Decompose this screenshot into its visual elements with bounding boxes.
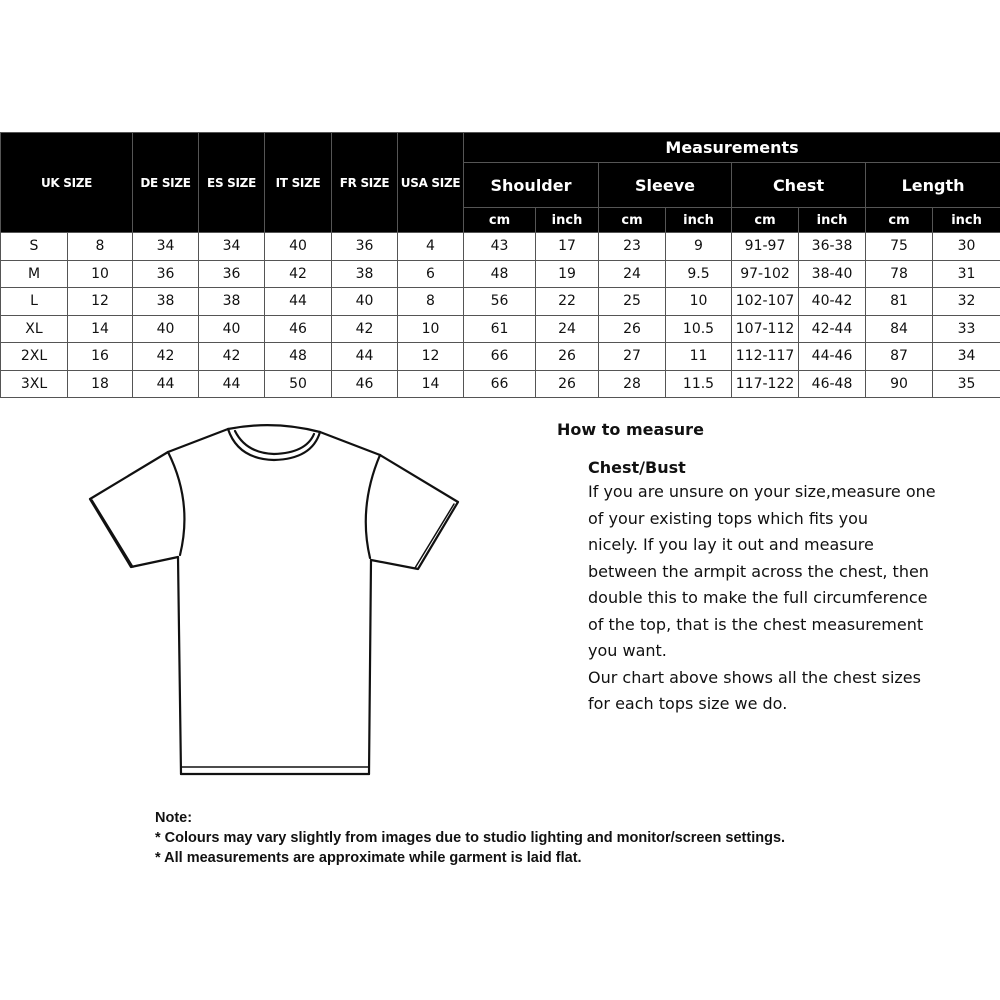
header-unit-inch: inch — [536, 208, 599, 233]
header-uk-size: UK SIZE — [1, 133, 133, 233]
table-cell: 25 — [599, 288, 666, 316]
table-row — [1, 343, 1000, 371]
instruction-line: Our chart above shows all the chest sizes — [588, 667, 921, 687]
table-cell: 81 — [866, 288, 933, 316]
table-cell: 40 — [332, 288, 398, 316]
instruction-line: If you are unsure on your size,measure one — [588, 482, 936, 501]
header-length: Length — [866, 163, 1000, 208]
table-cell: 44-46 — [799, 343, 866, 371]
header-unit-cm: cm — [866, 208, 933, 233]
table-cell: 48 — [265, 343, 332, 371]
header-unit-inch: inch — [799, 208, 866, 233]
table-row — [1, 315, 1000, 343]
table-cell: 46 — [265, 315, 332, 343]
table-cell: 42 — [133, 343, 199, 371]
table-cell: 90 — [866, 370, 933, 398]
table-cell: 11 — [666, 343, 732, 371]
table-cell: 40 — [199, 315, 265, 343]
table-cell: 112-117 — [732, 343, 799, 371]
table-cell: 42 — [332, 315, 398, 343]
table-cell: 40-42 — [799, 288, 866, 316]
note-item: * All measurements are approximate while garment is laid flat. — [155, 850, 582, 866]
table-cell: 84 — [866, 315, 933, 343]
how-to-measure-title: How to measure — [557, 420, 704, 439]
header-sleeve: Sleeve — [599, 163, 732, 208]
header-unit-cm: cm — [599, 208, 666, 233]
header-measurements: Measurements — [464, 133, 1000, 163]
instruction-line: double this to make the full circumference — [588, 588, 928, 607]
table-cell: 36 — [332, 233, 398, 261]
table-cell: 38-40 — [799, 260, 866, 288]
table-cell: 10 — [398, 315, 464, 343]
table-cell: 31 — [933, 260, 1000, 288]
table-row — [1, 260, 1000, 288]
size-chart-table — [0, 132, 1000, 398]
table-cell: 38 — [332, 260, 398, 288]
table-cell: 87 — [866, 343, 933, 371]
header-unit-inch: inch — [666, 208, 732, 233]
header-de-size: DE SIZE — [133, 133, 199, 233]
table-cell: 91-97 — [732, 233, 799, 261]
table-cell: 46-48 — [799, 370, 866, 398]
table-cell: 19 — [536, 260, 599, 288]
instruction-line: nicely. If you lay it out and measure — [588, 535, 874, 554]
table-cell: 43 — [464, 233, 536, 261]
header-es-size: ES SIZE — [199, 133, 265, 233]
size-table-body — [1, 233, 1000, 398]
table-cell: 2XL — [1, 343, 68, 371]
table-cell: L — [1, 288, 68, 316]
table-cell: 38 — [133, 288, 199, 316]
header-chest: Chest — [732, 163, 866, 208]
table-cell: 8 — [68, 233, 133, 261]
instruction-line: you want. — [588, 641, 667, 660]
table-cell: 42 — [199, 343, 265, 371]
note-title: Note: — [155, 810, 193, 826]
table-cell: 44 — [199, 370, 265, 398]
table-cell: 9.5 — [666, 260, 732, 288]
table-row — [1, 233, 1000, 261]
table-cell: 44 — [332, 343, 398, 371]
table-cell: S — [1, 233, 68, 261]
table-cell: 26 — [599, 315, 666, 343]
table-cell: 4 — [398, 233, 464, 261]
table-cell: 78 — [866, 260, 933, 288]
table-cell: 35 — [933, 370, 1000, 398]
table-cell: 26 — [536, 370, 599, 398]
how-to-measure-section — [557, 420, 936, 718]
table-cell: 117-122 — [732, 370, 799, 398]
table-cell: 26 — [536, 343, 599, 371]
table-cell: 14 — [68, 315, 133, 343]
table-cell: 17 — [536, 233, 599, 261]
table-cell: 11.5 — [666, 370, 732, 398]
header-usa-size: USA SIZE — [398, 133, 464, 233]
note-section — [155, 808, 785, 868]
table-cell: 34 — [133, 233, 199, 261]
tshirt-outline-icon — [88, 422, 460, 778]
table-cell: 8 — [398, 288, 464, 316]
table-cell: 33 — [933, 315, 1000, 343]
table-cell: 10 — [666, 288, 732, 316]
table-cell: 36-38 — [799, 233, 866, 261]
table-cell: 46 — [332, 370, 398, 398]
table-cell: 36 — [133, 260, 199, 288]
table-cell: 23 — [599, 233, 666, 261]
table-cell: 24 — [599, 260, 666, 288]
table-cell: 66 — [464, 370, 536, 398]
table-cell: 6 — [398, 260, 464, 288]
table-cell: 9 — [666, 233, 732, 261]
header-unit-cm: cm — [732, 208, 799, 233]
table-cell: 32 — [933, 288, 1000, 316]
table-cell: 3XL — [1, 370, 68, 398]
table-cell: 10.5 — [666, 315, 732, 343]
table-cell: 34 — [199, 233, 265, 261]
table-cell: 44 — [265, 288, 332, 316]
table-cell: XL — [1, 315, 68, 343]
table-cell: 38 — [199, 288, 265, 316]
table-cell: 107-112 — [732, 315, 799, 343]
table-cell: 28 — [599, 370, 666, 398]
table-cell: 66 — [464, 343, 536, 371]
table-cell: 75 — [866, 233, 933, 261]
table-cell: 30 — [933, 233, 1000, 261]
table-cell: 12 — [398, 343, 464, 371]
instruction-line: of your existing tops which fits you — [588, 508, 868, 528]
note-item: * Colours may vary slightly from images due to studio lighting and monitor/screen settings. — [155, 830, 786, 846]
table-cell: 10 — [68, 260, 133, 288]
table-row — [1, 370, 1000, 398]
header-shoulder: Shoulder — [464, 163, 599, 208]
table-row — [1, 288, 1000, 316]
table-cell: 48 — [464, 260, 536, 288]
table-cell: 14 — [398, 370, 464, 398]
chest-bust-instructions — [588, 457, 936, 718]
table-cell: 50 — [265, 370, 332, 398]
table-cell: 18 — [68, 370, 133, 398]
chest-bust-heading: Chest/Bust — [588, 458, 686, 477]
table-cell: M — [1, 260, 68, 288]
instruction-line: of the top, that is the chest measurement — [588, 614, 924, 634]
header-it-size: IT SIZE — [265, 133, 332, 233]
table-cell: 44 — [133, 370, 199, 398]
table-cell: 61 — [464, 315, 536, 343]
table-cell: 42 — [265, 260, 332, 288]
header-fr-size: FR SIZE — [332, 133, 398, 233]
table-cell: 56 — [464, 288, 536, 316]
instruction-line: between the armpit across the chest, then — [588, 561, 929, 581]
table-cell: 97-102 — [732, 260, 799, 288]
table-cell: 42-44 — [799, 315, 866, 343]
table-cell: 27 — [599, 343, 666, 371]
table-cell: 24 — [536, 315, 599, 343]
header-unit-inch: inch — [933, 208, 1000, 233]
table-cell: 22 — [536, 288, 599, 316]
header-unit-cm: cm — [464, 208, 536, 233]
instruction-line: for each tops size we do. — [588, 694, 788, 713]
table-cell: 16 — [68, 343, 133, 371]
table-cell: 12 — [68, 288, 133, 316]
table-cell: 102-107 — [732, 288, 799, 316]
table-cell: 40 — [265, 233, 332, 261]
table-cell: 40 — [133, 315, 199, 343]
table-cell: 34 — [933, 343, 1000, 371]
table-cell: 36 — [199, 260, 265, 288]
